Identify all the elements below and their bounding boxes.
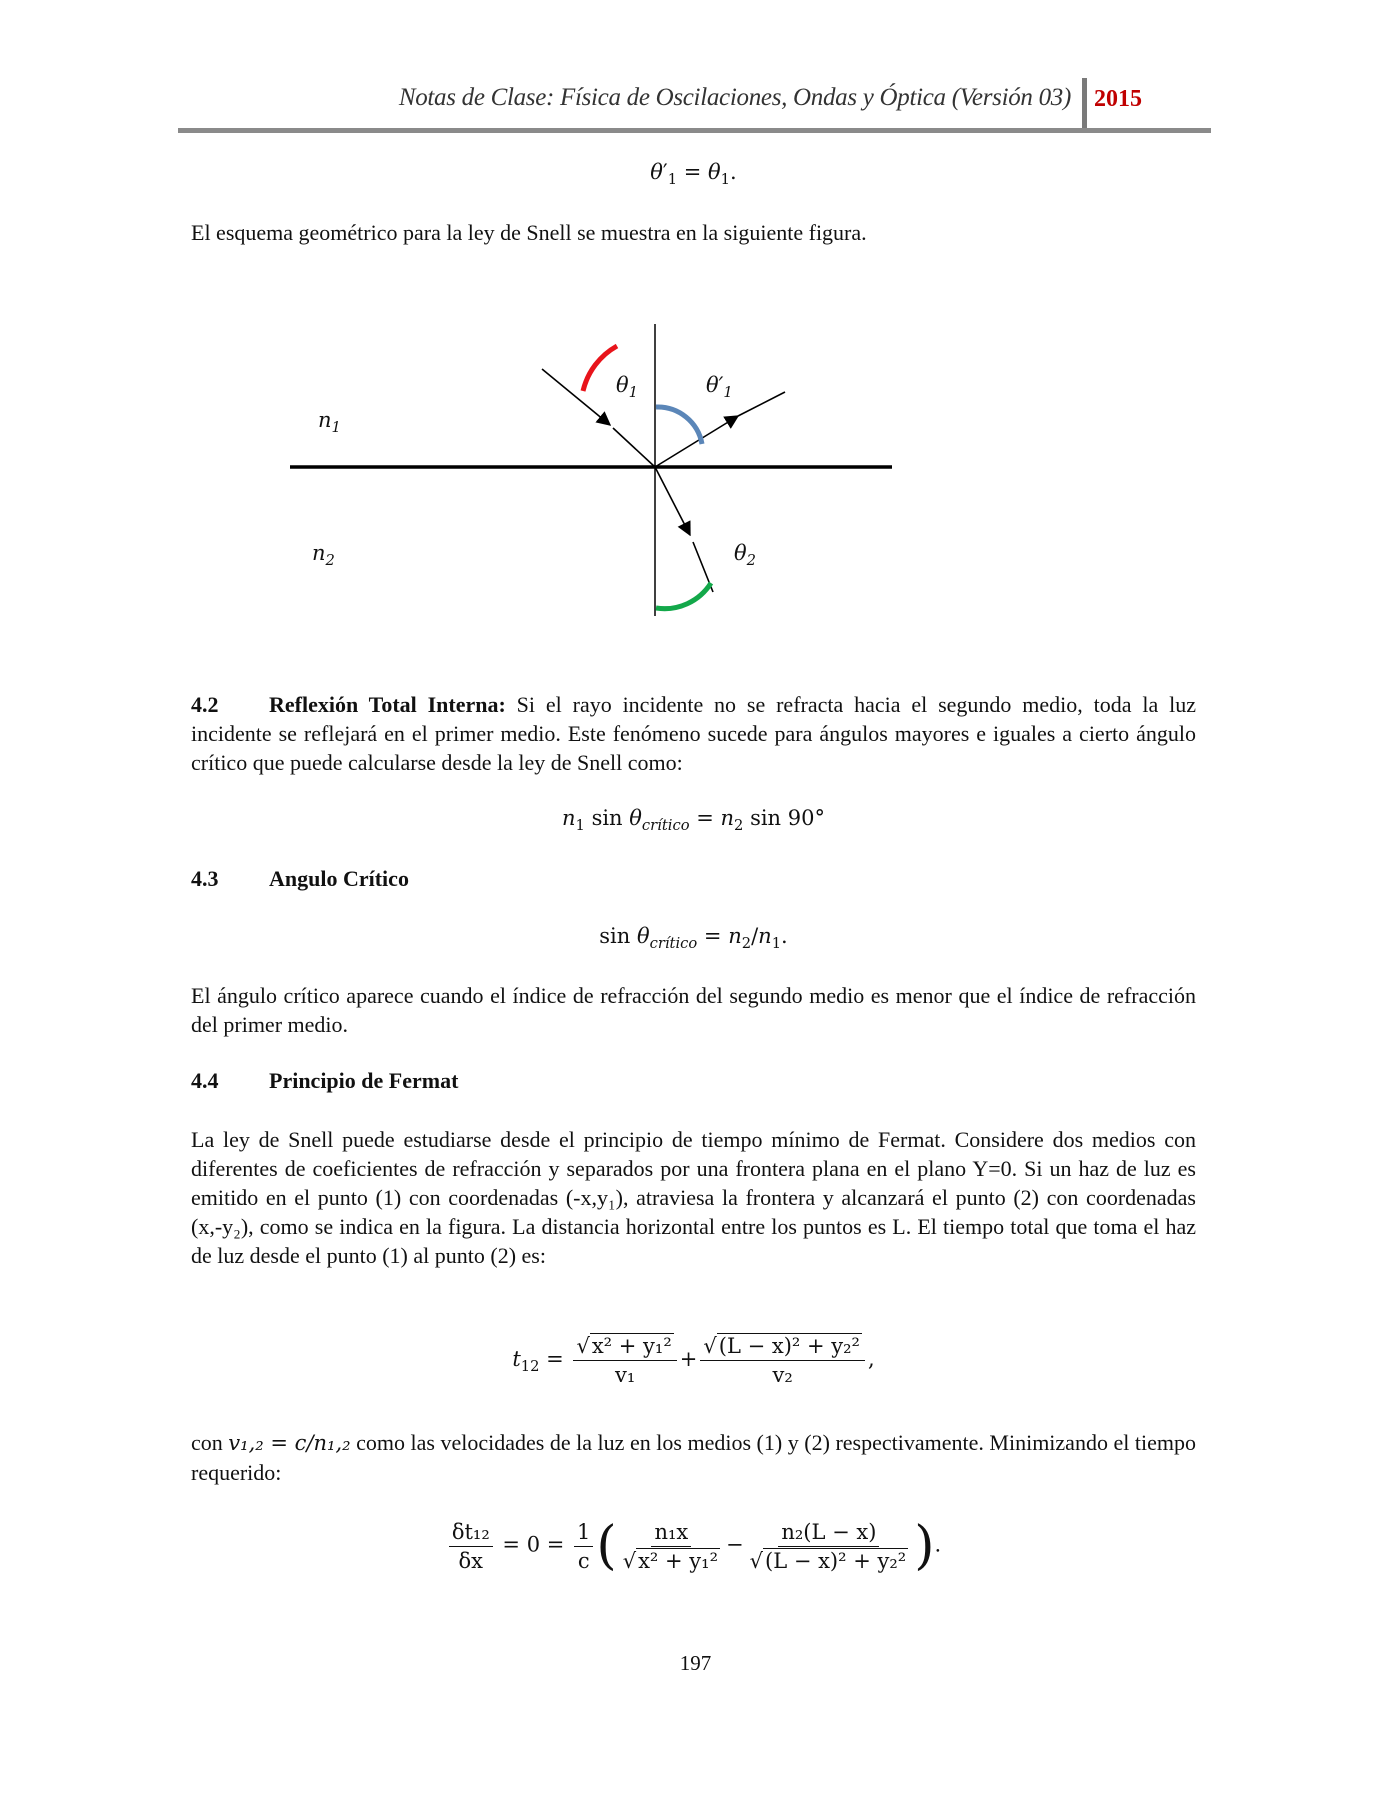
intro-paragraph: El esquema geométrico para la ley de Snell se muestra en la siguiente figura. [191,220,867,245]
equation-critical-snell: $n_1$ $\sin \theta_{crítico} = n_2$ sin 90° [562,806,825,835]
velocity-paragraph: con v₁,₂ = c/n₁,₂ como las velocidades de la luz en los medios (1) y (2) respectivamente. Minimizando el tiempo requerido: [191,1430,1196,1485]
label-theta1: $\theta_1$ [616,373,639,402]
label-theta1-prime: $\theta'_1$ [706,373,733,402]
reflected-ray [655,416,738,467]
equation-critical-angle: $\sin \theta_{crítico} = n_2/n_1$. [599,924,788,953]
section-heading: 4.2 Reflexión Total Interna: [191,692,506,717]
label-n1: $n_1$ [318,408,341,437]
running-header-title: Notas de Clase: Física de Oscilaciones, Ondas y Óptica (Versión 03) [398,84,1071,111]
label-n2: $n_2$ [312,541,335,570]
incident-angle-arc [583,346,617,391]
header-year: 2015 [1094,86,1142,112]
reflected-angle-arc [656,407,702,444]
incident-ray [542,369,610,425]
section-4-2-paragraph: 4.2 Reflexión Total Interna: Si el rayo incidente no se refracta hacia el segundo medio, toda la luz incidente se reflejará en el primer medio. Este fenómeno sucede para ángulos mayores e iguales a cierto ángulo crítico que puede calcularse desde la ley de Snell como: [191,692,1196,775]
refracted-ray [655,467,690,535]
critical-angle-paragraph: El ángulo crítico aparece cuando el índice de refracción del segundo medio es menor que el índice de refracción del primer medio. [191,983,1196,1037]
equation-reflection: $\theta'_1 = \theta_1$. [650,160,737,189]
equation-minimization: $\frac{\text{δt₁₂}}{\delta x}$ = 0 = $\frac{1}{c}$ ( $\frac{\text{n₁x}}{\text{√x² + y₁²}}$ − $\frac{\text{n₂(L − x)}}{\text{√(L − x)² + y₂²}}$ ). [191,1516,1196,1576]
label-theta2: $\theta_2$ [734,541,757,570]
page-number: 197 [679,1651,712,1675]
equation-total-time: $t_{12}$ = $\frac{\text{√x² + y₁²}}{\text{v₁}}$ + $\frac{\text{√(L − x)² + y₂²}}{\text{v₂}}$ , [512,1334,875,1387]
fermat-paragraph: La ley de Snell puede estudiarse desde el principio de tiempo mínimo de Fermat. Considere dos medios con diferentes de coeficientes de refracción y separados por una frontera plana en el plano Y=0. Si un haz de luz es emitido en el punto (1) con coordenadas (-x,y₁), atraviesa la frontera y alcanzará el punto (2) con coordenadas (x,-y₂), como se indica en la figura. La distancia horizontal entre los puntos es L. El tiempo total que toma el haz de luz desde el punto (1) al punto (2) es: [191,1127,1196,1268]
section-4-3-heading: 4.3 Angulo Crítico [191,866,409,891]
section-4-4-heading: 4.4 Principio de Fermat [191,1068,459,1093]
refracted-angle-arc [656,583,711,609]
